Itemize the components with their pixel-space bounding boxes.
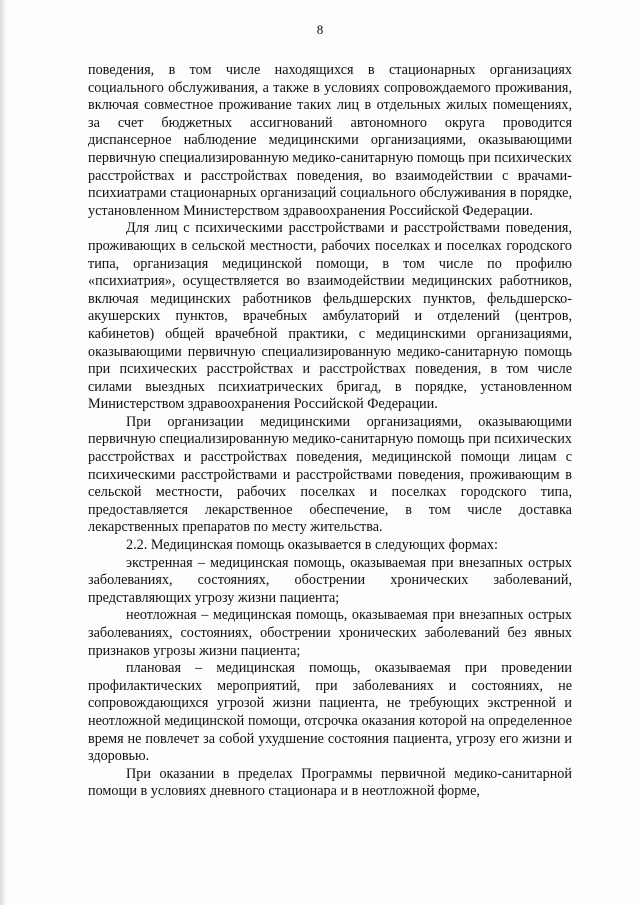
paragraph: Для лиц с психическими расстройствами и расстройствами поведения, проживающих в сельской местности, рабочих поселках и поселках городского типа, организация медицинской помощи, в том числе по профилю «психиатрия», осуществляется во взаимодействии медицинских работников, включая медицинских работников фельдшерских пунктов, фельдшерско-акушерских пунктов, врачебных амбулаторий и отделений (центров, кабинетов) общей врачебной практики, с медицинскими организациями, оказывающими первичную специализированную медико-санитарную помощь при психических расстройствах и расстройствах поведения, в том числе силами выездных психиатрических бригад, в порядке, установленном Министерством здравоохранения Российской Федерации. — [88, 220, 572, 413]
paragraph-urgent: неотложная – медицинская помощь, оказываемая при внезапных острых заболеваниях, состояниях, обострении хронических заболеваний без явных признаков угрозы жизни пациента; — [88, 607, 572, 659]
paragraph: При оказании в пределах Программы первичной медико-санитарной помощи в условиях дневного стационара и в неотложной форме, — [88, 765, 572, 800]
paragraph-emergency: экстренная – медицинская помощь, оказываемая при внезапных острых заболеваниях, состояниях, обострении хронических заболеваний, представляющих угрозу жизни пациента; — [88, 554, 572, 606]
paragraph-continued: поведения, в том числе находящихся в стационарных организациях социального обслуживания, а также в условиях сопровождаемого проживания, включая совместное проживание таких лиц в отдельных жилых помещениях, за счет бюджетных ассигнований автономного округа проводится диспансерное наблюдение медицинскими организациями, оказывающими первичную специализированную медико-санитарную помощь при психических расстройствах и расстройствах поведения, во взаимодействии с врачами-психиатрами стационарных организаций социального обслуживания в порядке, установленном Министерством здравоохранения Российской Федерации. — [88, 62, 572, 219]
scan-edge — [0, 0, 6, 905]
section-heading-2-2: 2.2. Медицинская помощь оказывается в следующих формах: — [126, 537, 498, 554]
page-number: 8 — [316, 22, 324, 37]
paragraph: При организации медицинскими организациями, оказывающими первичную специализированную медико-санитарную помощь при психических расстройствах и расстройствах поведения, медицинской помощи лицам с психическими расстройствами и расстройствами поведения, проживающим в сельской местности, рабочих поселках и поселках городского типа, предоставляется лекарственное обеспечение, в том числе доставка лекарственных препаратов по месту жительства. — [88, 413, 572, 536]
document-body — [88, 62, 572, 801]
paragraph-planned: плановая – медицинская помощь, оказываемая при проведении профилактических мероприятий, при заболеваниях и состояниях, не сопровождающихся угрозой жизни пациента, не требующих экстренной и неотложной медицинской помощи, отсрочка оказания которой на определенное время не повлечет за собой ухудшение состояния пациента, угрозу его жизни и здоровью. — [88, 660, 572, 765]
